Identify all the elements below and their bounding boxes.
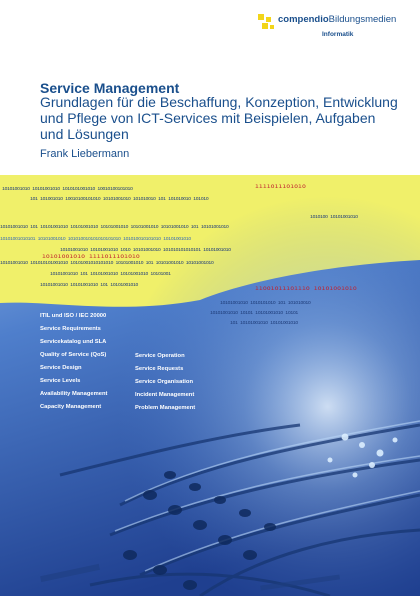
topic-item: Capacity Management [40, 404, 102, 410]
binary-row: ıoıoıooıoıo ıoı ıoıoıooıoıo ıoıoıooıoıo ıoıoıooıoıo ıoıoıooıoıo ıoıoıooıoıo ıoı ıoıoıooıoıo [0, 224, 229, 230]
binary-row-red: ıoıoıooıoıo ııııoıııoıoıo [42, 252, 140, 260]
topic-item: Problem Management [135, 405, 196, 411]
binary-row: ıoıoıooıoıoıoı ıoıoıooıoıo ıoıoıooıoıoıoıoıoıoıo ıoıoıooıoıoıoıo ıoıoıooıoıo [0, 236, 191, 242]
topic-item: Quality of Service (QoS) [40, 352, 107, 358]
topic-item: Service Operation [135, 353, 185, 359]
topic-item: Service Organisation [135, 379, 193, 385]
topic-item: Incident Management [135, 392, 195, 398]
binary-row-red: ııooıoıııoıııo ıoıoıooıoıo [255, 284, 357, 292]
binary-row: ıoıoıooıoıo ıoıoıooıoıo ıoıo ıoıoıooıoıo ıoıoıoıoıoıoıoı ıoıoıooıoıo [60, 247, 231, 253]
binary-row-red: ııııoıııoıoıo [255, 182, 306, 190]
topics-list-left [40, 310, 107, 414]
binary-row: ıoı ıoıooıoıo ıooıoıooıoıoıo ıoıoıooıoıo ıoıoıooıo ıoı ıoıoıooıo ıoıoıo [30, 196, 209, 202]
topic-item: Service Requests [135, 366, 184, 372]
publisher-block [252, 6, 420, 42]
topic-item: ITIL und ISO / IEC 20000 [40, 313, 107, 319]
book-subtitle: Grundlagen für die Beschaffung, Konzeption, Entwicklung und Pflege von ICT-Services mit Beispielen, Aufgaben und Lösungen [40, 94, 398, 142]
binary-row: ıoıoıooıoıo ıoıoıooıoıo ıoıoıoıooıoıo ıooıoıooıoıoıo [2, 186, 133, 192]
binary-row: ıoıoıoo ıoıoıooıoıo [310, 214, 358, 220]
publisher-name-bold: compendio [278, 14, 329, 25]
binary-row: ıoıoıooıoıo ıoıoıoıoıooıoıo ıoıoıooıoıoıoıoıo ıoıoıooıoıo ıoı ıoıoıooıoıo ıoıoıooıoıo [0, 260, 214, 266]
topic-item: Service Levels [40, 378, 81, 384]
topic-item: Availability Management [40, 391, 108, 397]
topic-item: Servicekatalog und SLA [40, 339, 107, 345]
topics-list-right [135, 350, 195, 415]
binary-row: ıoıoıooıoıo ıoı ıoıoıooıoıo ıoıoıooıoıo ıoıoıooı [50, 271, 171, 277]
binary-row: ıoıoıooıoıo ıoıoı ıoıoıooıoıo ıoıoı [210, 310, 298, 316]
book-title: Service Management [40, 80, 180, 96]
binary-row: ıoıoıooıoıo ıoıoıoıoıo ıoı ıoıoıooıo [220, 300, 311, 306]
book-author: Frank Liebermann [40, 148, 130, 160]
binary-row: ıoıoıooıoıo ıoıoıooıoıo ıoı ıoıoıooıoıo [40, 282, 138, 288]
topic-item: Service Design [40, 365, 82, 371]
publisher-name [278, 14, 396, 25]
binary-row: ıoı ıoıoıooıoıo ıoıoıooıoıo [230, 320, 298, 326]
publisher-name-light: Bildungsmedien [328, 14, 397, 25]
compendio-logo-icon [258, 14, 276, 32]
topic-item: Service Requirements [40, 326, 101, 332]
publisher-series: Informatik [322, 31, 354, 38]
